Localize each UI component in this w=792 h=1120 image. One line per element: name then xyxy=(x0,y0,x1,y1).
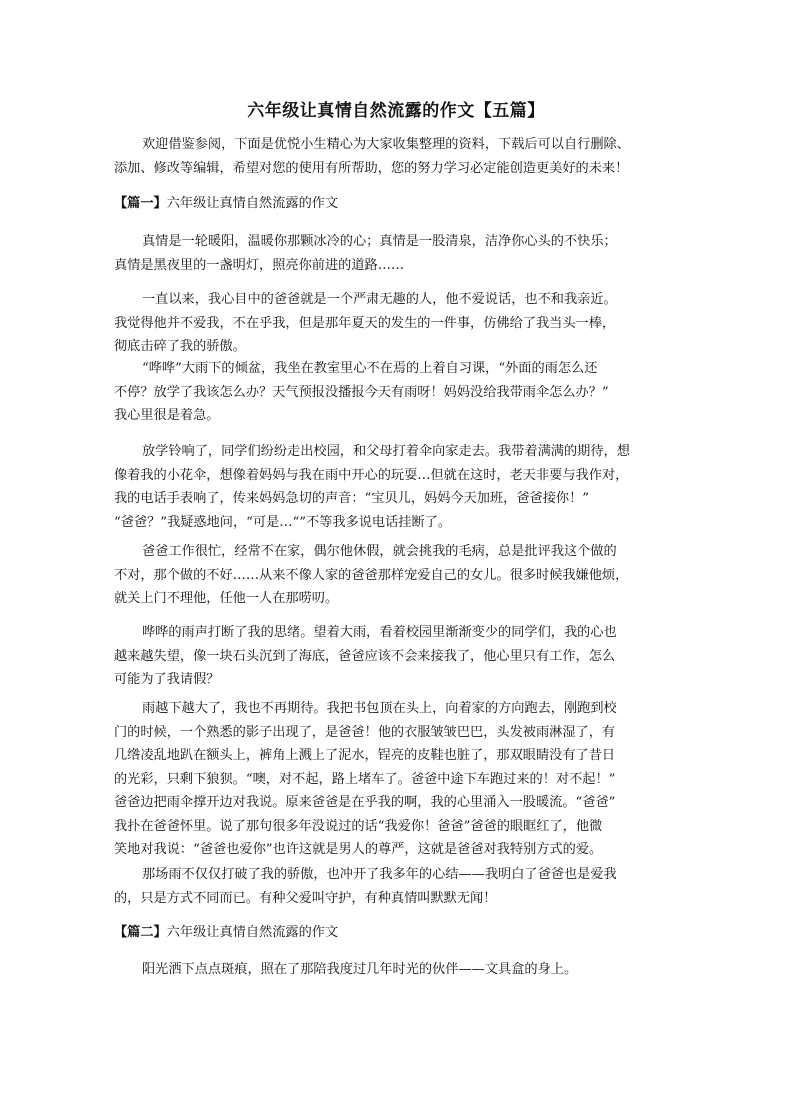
text-line: “爸爸？”我疑惑地问，“可是…“”不等我多说电话挂断了。 xyxy=(114,514,452,530)
paragraph xyxy=(114,540,684,611)
text-line: 一直以来，我心目中的爸爸就是一个严肃无趣的人，他不爱说话，也不和我亲近。 xyxy=(142,292,617,307)
text-line: 门的时候，一个熟悉的影子出现了，是爸爸！他的衣服皱皱巴巴，头发被雨淋湿了，有 xyxy=(114,724,616,740)
text-line: 爸爸边把雨伞撑开边对我说。原来爸爸是在乎我的啊，我的心里涌入一股暖流。“爸爸” xyxy=(114,795,616,810)
paragraph xyxy=(114,863,684,910)
paragraph xyxy=(114,288,684,359)
text-line: 不对，那个做的不好……从来不像人家的爸爸那样宠爱自己的女儿。很多时候我嫌他烦， xyxy=(114,567,629,583)
text-line: 不停？放学了我该怎么办？天气预报没播报今天有雨呀！妈妈没给我带雨伞怎么办？” xyxy=(114,384,609,400)
text-line: 放学铃响了，同学们纷纷走出校园，和父母打着伞向家走去。我带着满满的期待，想 xyxy=(142,444,630,459)
paragraph xyxy=(114,697,684,862)
text-line: 我的电话手表响了，传来妈妈急切的声音：“宝贝儿，妈妈今天加班，爸爸接你！” xyxy=(114,491,590,506)
text-line: 彻底击碎了我的骄傲。 xyxy=(114,339,246,354)
text-line: 添加、修改等编辑，希望对您的使用有所帮助，您的努力学习必定能创造更美好的未来！ xyxy=(114,160,629,176)
text-line: 雨越下越大了，我也不再期待。我把书包顶在头上，向着家的方向跑去，刚跑到校 xyxy=(142,701,617,716)
text-line: 我心里很是着急。 xyxy=(114,408,220,423)
section-heading-1 xyxy=(114,192,338,216)
paragraph xyxy=(114,621,684,692)
text-line: 越来越失望，像一块石头沉到了海底，爸爸应该不会来接我了，他心里只有工作，怎么 xyxy=(114,648,616,664)
document-title: 六年级让真情自然流露的作文【五篇】 xyxy=(247,101,545,121)
paragraph xyxy=(114,357,684,428)
text-line: 的，只是方式不同而已。有种父爱叫守护，有种真情叫默默无闻！ xyxy=(114,890,497,906)
text-line: 爸爸工作很忙，经常不在家，偶尔他休假，就会挑我的毛病，总是批评我这个做的 xyxy=(142,544,617,559)
paragraph xyxy=(114,440,684,534)
text-line: 就关上门不理他，任他一人在那唠叨。 xyxy=(114,591,339,606)
section-heading-2 xyxy=(114,921,338,945)
section-heading-text: 六年级让真情自然流露的作文 xyxy=(166,196,339,211)
text-line: 笑地对我说：“爸爸也爱你”也许这就是男人的尊严，这就是爸爸对我特别方式的爱。 xyxy=(114,842,603,857)
text-line: 像着我的小花伞，想像着妈妈与我在雨中开心的玩耍…但就在这时，老天非要与我作对， xyxy=(114,467,629,483)
text-line: 几绺凌乱地趴在额头上，裤角上溅上了泥水，锃亮的皮鞋也脏了，那双眼睛没有了昔日 xyxy=(114,748,616,763)
text-line: 阳光洒下点点斑痕，照在了那陪我度过几年时光的伙伴——文具盒的身上。 xyxy=(142,962,578,977)
text-line: 我扑在爸爸怀里。说了那句很多年没说过的话“我爱你！爸爸”爸爸的眼眶红了，他微 xyxy=(114,818,603,834)
text-line: 真情是黑夜里的一盏明灯，照亮你前进的道路…… xyxy=(114,257,405,273)
text-line: 我觉得他并不爱我，不在乎我，但是那年夏天的发生的一件事，仿佛给了我当头一棒， xyxy=(114,315,616,331)
text-line: 那场雨不仅仅打破了我的骄傲，也冲开了我多年的心结——我明白了爸爸也是爱我 xyxy=(142,867,617,882)
intro-paragraph xyxy=(114,133,684,180)
section-bracket: 【篇一】 xyxy=(114,196,167,211)
text-line: 可能为了我请假？ xyxy=(114,672,220,687)
paragraph xyxy=(114,958,684,982)
text-line: 真情是一轮暖阳，温暖你那颗冰冷的心；真情是一股清泉，洁净你心头的不快乐； xyxy=(142,234,617,249)
section-heading-text: 六年级让真情自然流露的作文 xyxy=(166,925,339,940)
paragraph xyxy=(114,230,684,277)
text-line: “哗哗”大雨下的倾盆，我坐在教室里心不在焉的上着自习课，“外面的雨怎么还 xyxy=(142,361,598,376)
text-line: 欢迎借鉴参阅，下面是优悦小生精心为大家收集整理的资料，下载后可以自行删除、 xyxy=(142,137,630,152)
text-line: 的光彩，只剩下狼狈。“噢，对不起，路上堵车了。爸爸中途下车跑过来的！对不起！” xyxy=(114,771,616,787)
text-line: 哗哗的雨声打断了我的思绪。望着大雨，看着校园里渐渐变少的同学们，我的心也 xyxy=(142,625,617,640)
section-bracket: 【篇二】 xyxy=(114,925,167,940)
